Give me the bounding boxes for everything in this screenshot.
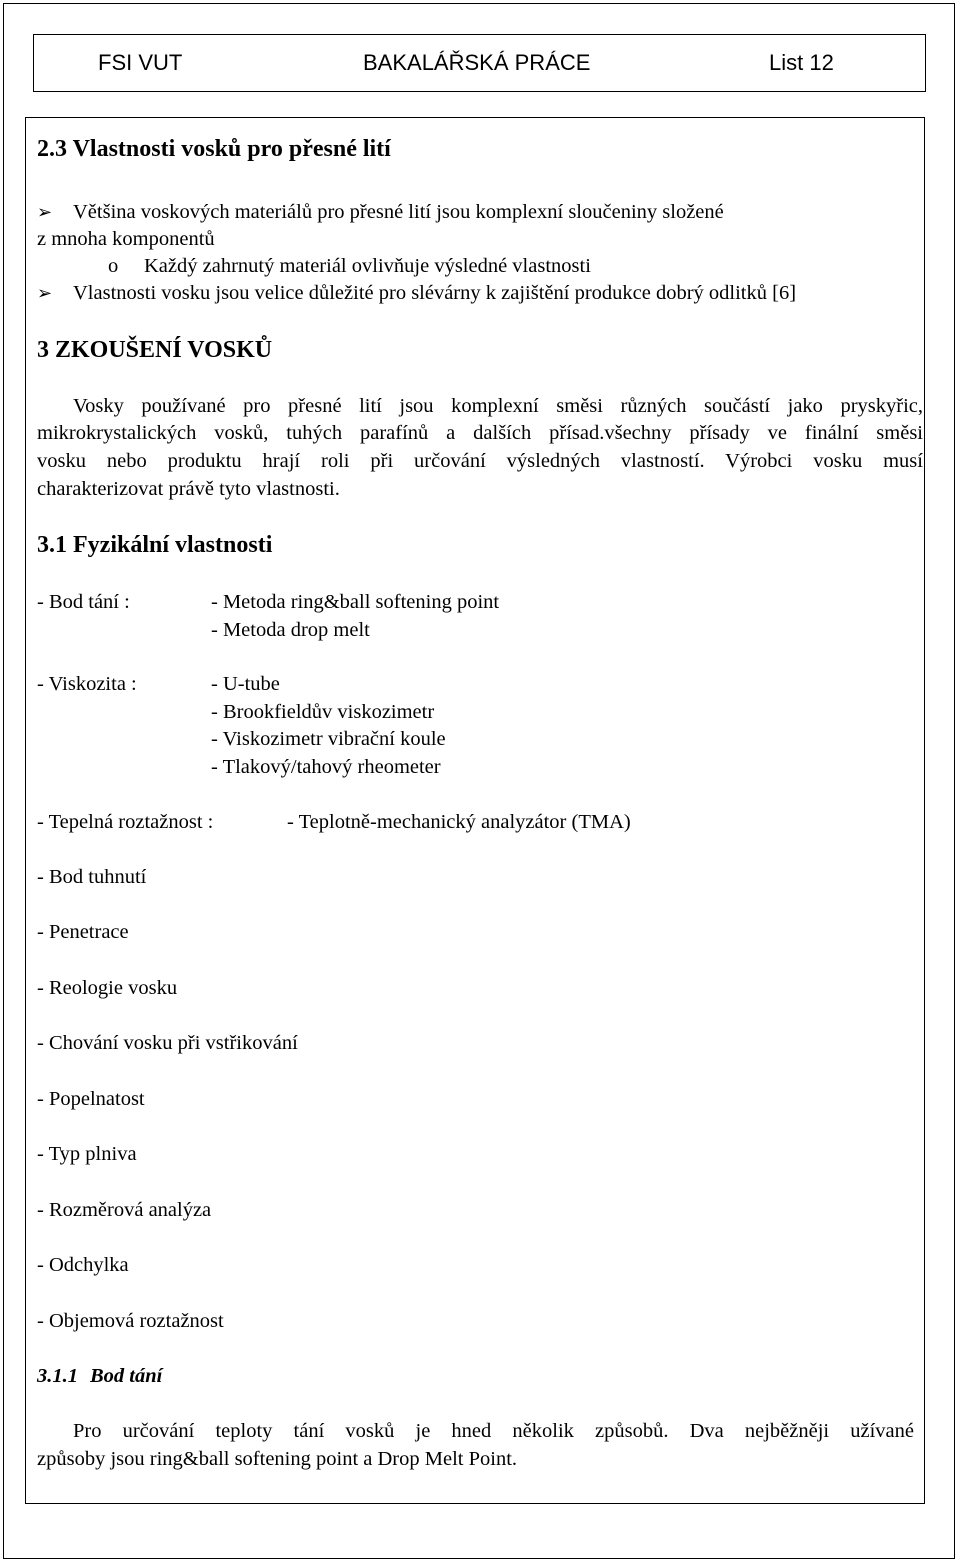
sub-bullet-icon: o <box>108 255 119 277</box>
method-item: - Tlakový/tahový rheometer <box>211 756 441 778</box>
paragraph-line: Vosky používané pro přesné lití jsou komplexní směsi různých součástí jako pryskyřic, <box>73 395 923 417</box>
section-2-3-heading: 2.3 Vlastnosti vosků pro přesné lití <box>37 136 391 162</box>
section-3-heading: 3 ZKOUŠENÍ VOSKŮ <box>37 337 273 363</box>
section-3-1-heading: 3.1 Fyzikální vlastnosti <box>37 532 273 558</box>
header-document-type: BAKALÁŘSKÁ PRÁCE <box>363 50 591 75</box>
bullet-text: Vlastnosti vosku jsou velice důležité pro slévárny k zajištění produkce dobrý odlitků [6] <box>73 282 797 304</box>
bullet-arrow-icon: ➢ <box>37 202 53 223</box>
paragraph-line: mikrokrystalických vosků, tuhých parafínů a dalších přísad.všechny přísady ve finální směsi <box>37 422 923 444</box>
method-item: - Metoda ring&ball softening point <box>211 591 500 613</box>
paragraph-line: Pro určování teploty tání vosků je hned několik způsobů. Dva nejběžněji užívané <box>73 1420 914 1442</box>
sub-bullet-text: Každý zahrnutý materiál ovlivňuje výsledné vlastnosti <box>144 255 591 277</box>
paragraph-line: způsoby jsou ring&ball softening point a Drop Melt Point. <box>37 1448 518 1470</box>
header-page-number: List 12 <box>769 50 834 75</box>
header-institution: FSI VUT <box>98 50 183 75</box>
method-item: - Metoda drop melt <box>211 619 370 641</box>
property-label-bod-tani: - Bod tání : <box>37 591 130 613</box>
bullet-arrow-icon: ➢ <box>37 283 53 304</box>
property-item: - Penetrace <box>37 921 129 943</box>
property-item: - Typ plniva <box>37 1143 137 1165</box>
bullet-text: Většina voskových materiálů pro přesné lití jsou komplexní sloučeniny složené <box>73 201 724 223</box>
bullet-text-continuation: z mnoha komponentů <box>37 228 215 250</box>
paragraph-line: vosku nebo produktu hrají roli při určování výsledných vlastností. Výrobci vosku musí <box>37 450 923 472</box>
method-item: - Brookfieldův viskozimetr <box>211 701 435 723</box>
property-label-tepelna-roztaznost: - Tepelná roztažnost : <box>37 811 214 833</box>
property-label-viskozita: - Viskozita : <box>37 673 137 695</box>
section-3-1-1-heading: Bod tání <box>90 1365 163 1387</box>
property-item: - Bod tuhnutí <box>37 866 147 888</box>
property-item: - Chování vosku při vstřikování <box>37 1032 298 1054</box>
paragraph-line: charakterizovat právě tyto vlastnosti. <box>37 478 340 500</box>
property-item: - Rozměrová analýza <box>37 1199 212 1221</box>
property-item: - Odchylka <box>37 1254 129 1276</box>
method-item: - Teplotně-mechanický analyzátor (TMA) <box>287 811 631 833</box>
property-item: - Reologie vosku <box>37 977 178 999</box>
method-item: - Viskozimetr vibrační koule <box>211 728 446 750</box>
property-item: - Objemová roztažnost <box>37 1310 224 1332</box>
method-item: - U-tube <box>211 673 280 695</box>
page-header <box>33 34 926 92</box>
section-3-1-1-number: 3.1.1 <box>37 1365 78 1387</box>
property-item: - Popelnatost <box>37 1088 145 1110</box>
